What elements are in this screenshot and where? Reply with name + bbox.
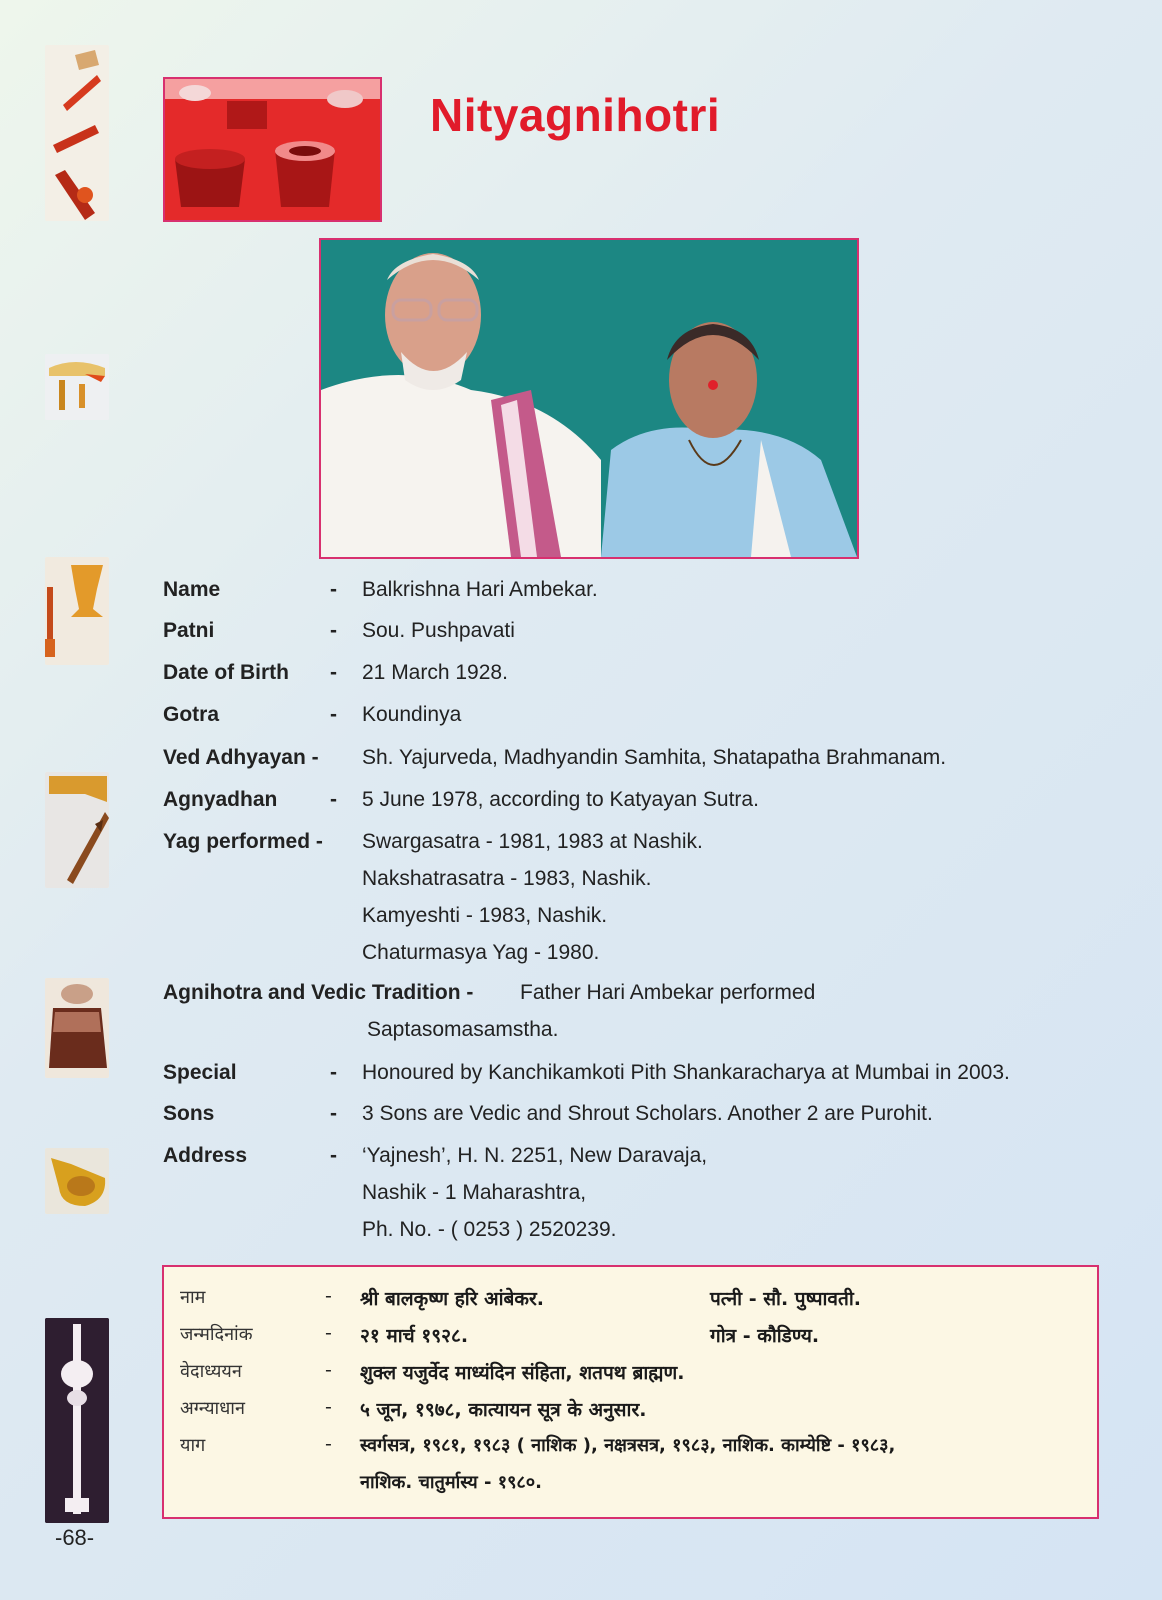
detail-value: 5 June 1978, according to Katyayan Sutra. (362, 788, 759, 811)
implement-image-2 (45, 354, 109, 420)
hindi-dash: - (325, 1359, 332, 1381)
detail-label: Special (163, 1061, 237, 1084)
implement-image-3 (45, 557, 109, 665)
detail-row-name (163, 578, 1123, 620)
detail-label: Yag performed - (163, 830, 323, 853)
detail-value: 21 March 1928. (362, 661, 508, 684)
hindi-dash: - (325, 1433, 332, 1455)
hindi-summary-box (162, 1265, 1099, 1519)
hindi-value: स्वर्गसत्र, १९८१, १९८३ ( नाशिक ), नक्षत्रसत्र, १९८३, नाशिक. काम्येष्टि - १९८३, (360, 1435, 896, 1456)
hindi-label: वेदाध्ययन (180, 1361, 242, 1382)
detail-dash: - (330, 661, 337, 684)
ritual-vessels-photo (163, 77, 382, 222)
detail-value: Ph. No. - ( 0253 ) 2520239. (362, 1218, 617, 1241)
hindi-label: याग (180, 1435, 206, 1456)
detail-dash: - (330, 1061, 337, 1084)
detail-dash: - (330, 788, 337, 811)
couple-portrait-photo (319, 238, 859, 559)
detail-label: Date of Birth (163, 661, 289, 684)
detail-value: Chaturmasya Yag - 1980. (362, 941, 600, 964)
hindi-gotra: गोत्र - कौडिण्य. (710, 1325, 820, 1347)
detail-value: Kamyeshti - 1983, Nashik. (362, 904, 608, 927)
detail-label: Gotra (163, 703, 220, 726)
detail-value: Koundinya (362, 703, 462, 726)
page-number: -68- (55, 1525, 95, 1550)
detail-dash: - (330, 619, 337, 642)
implement-image-6 (45, 1148, 109, 1214)
hindi-patni: पत्नी - सौ. पुष्पावती. (710, 1288, 861, 1310)
detail-value: 3 Sons are Vedic and Shrout Scholars. Another 2 are Purohit. (362, 1102, 933, 1125)
detail-value: Nashik - 1 Maharashtra, (362, 1181, 587, 1204)
detail-label: Agnyadhan (163, 788, 278, 811)
page-title: Nityagnihotri (430, 89, 721, 141)
hindi-label: नाम (180, 1287, 206, 1308)
detail-label: Patni (163, 619, 215, 642)
implement-image-7 (45, 1318, 109, 1523)
detail-dash: - (330, 1144, 337, 1167)
implement-image-4 (45, 772, 109, 888)
details-list (163, 578, 1123, 1241)
detail-label: Sons (163, 1102, 215, 1125)
detail-value: Balkrishna Hari Ambekar. (362, 578, 598, 601)
hindi-label: जन्मदिनांक (180, 1324, 253, 1345)
detail-value: ‘Yajnesh’, H. N. 2251, New Daravaja, (362, 1144, 708, 1167)
hindi-dash: - (325, 1396, 332, 1418)
detail-value: Honoured by Kanchikamkoti Pith Shankaracharya at Mumbai in 2003. (362, 1061, 1010, 1084)
implement-image-1 (45, 45, 109, 221)
implement-image-5 (45, 978, 109, 1078)
hindi-value: ५ जून, १९७८, कात्यायन सूत्र के अनुसार. (360, 1399, 647, 1421)
detail-label: Agnihotra and Vedic Tradition - (163, 981, 474, 1004)
detail-value: Swargasatra - 1981, 1983 at Nashik. (362, 830, 703, 853)
hindi-value: नाशिक. चातुर्मास्य - १९८०. (360, 1472, 542, 1493)
detail-dash: - (330, 703, 337, 726)
hindi-value: २१ मार्च १९२८. (360, 1325, 469, 1347)
detail-label: Ved Adhyayan - (163, 746, 319, 769)
hindi-value: श्री बालकृष्ण हरि आंबेकर. (360, 1288, 544, 1310)
detail-dash: - (330, 578, 337, 601)
detail-value: Sou. Pushpavati (362, 619, 515, 642)
detail-dash: - (330, 1102, 337, 1125)
hindi-label: अग्न्याधान (180, 1398, 245, 1419)
detail-value: Nakshatrasatra - 1983, Nashik. (362, 867, 652, 890)
hindi-dash: - (325, 1322, 332, 1344)
hindi-dash: - (325, 1285, 332, 1307)
detail-value: Saptasomasamstha. (367, 1018, 559, 1041)
detail-value: Father Hari Ambekar performed (520, 981, 816, 1004)
detail-label: Address (163, 1144, 248, 1167)
detail-label: Name (163, 578, 221, 601)
detail-value: Sh. Yajurveda, Madhyandin Samhita, Shatapatha Brahmanam. (362, 746, 947, 769)
hindi-value: शुक्ल यजुर्वेद माध्यंदिन संहिता, शतपथ ब्राह्मण. (360, 1362, 685, 1384)
